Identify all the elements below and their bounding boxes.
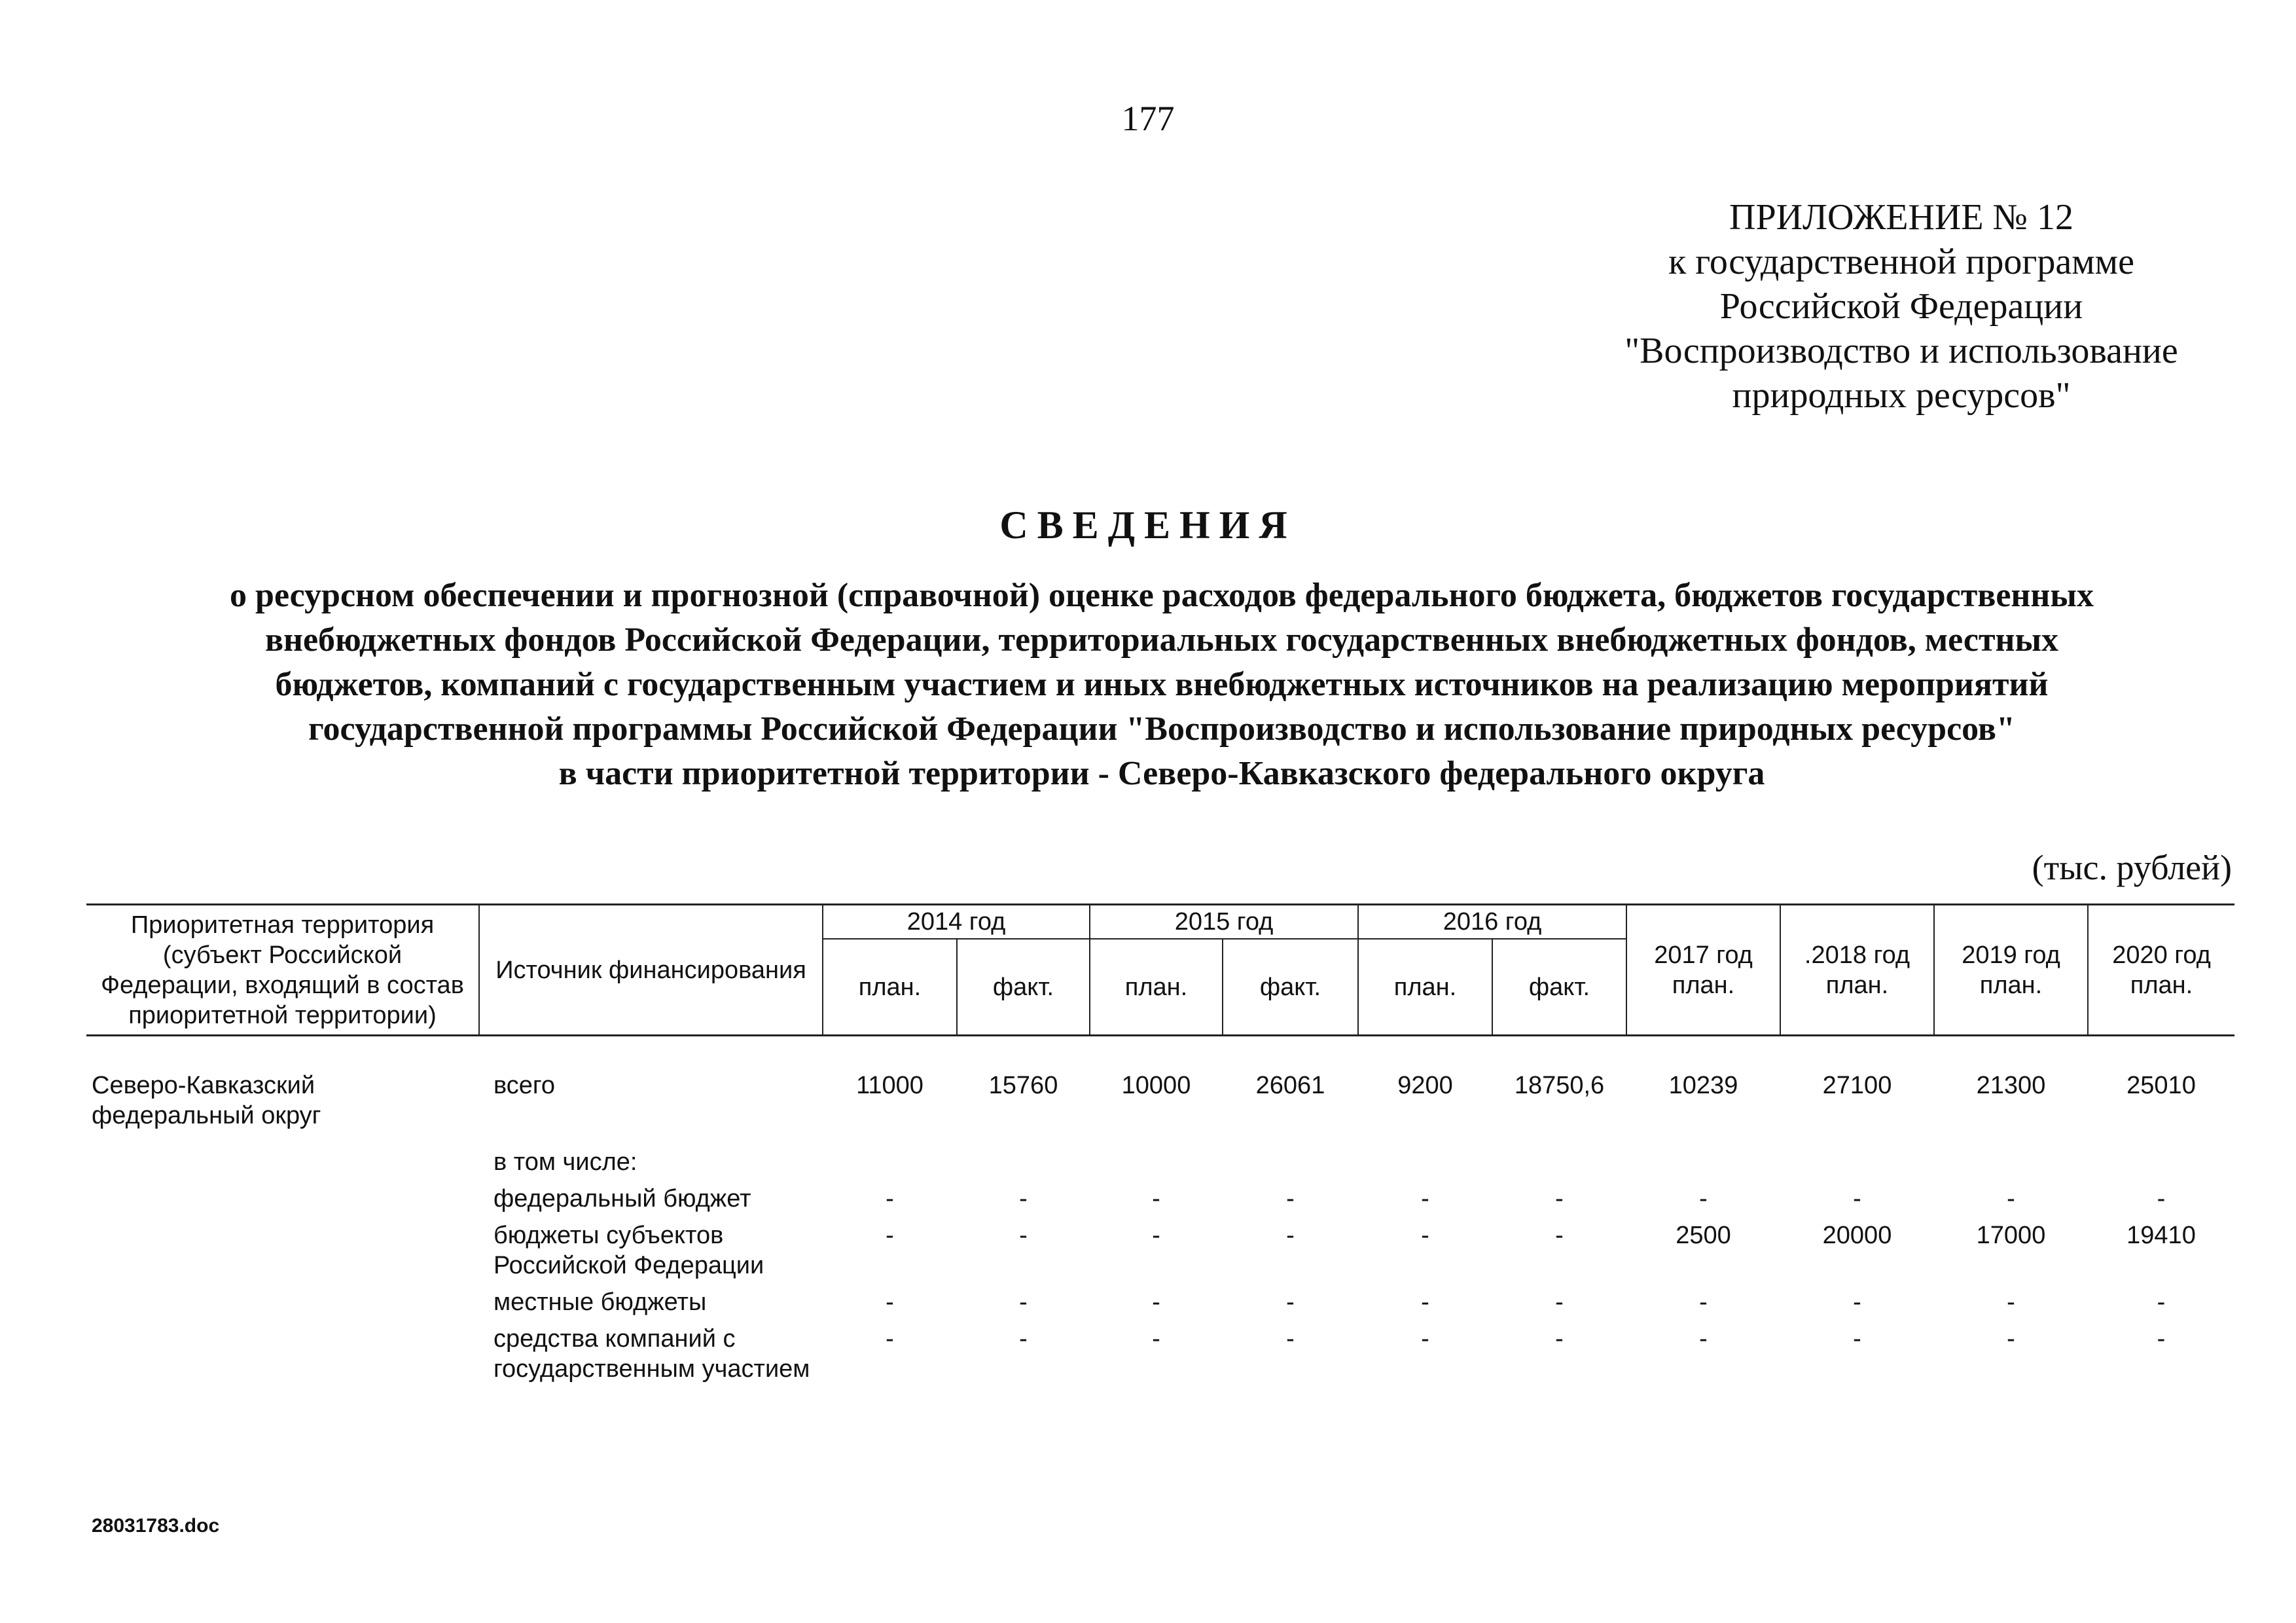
appendix-block [1590,195,2212,418]
value-cell: - [886,1324,894,1353]
value-cell [1626,1140,1780,1177]
value-cell [957,1140,1090,1177]
appendix-line: "Воспроизводство и использование [1624,331,2178,371]
value-cell: - [1555,1288,1564,1316]
value-cell: - [2157,1288,2166,1316]
appendix-line: ПРИЛОЖЕНИЕ № 12 [1729,197,2073,238]
footer-doc-id: 28031783.doc [92,1515,220,1537]
value-cell [1358,1140,1492,1177]
value-cell: - [1152,1324,1160,1353]
header-year-2015: 2015 год [1090,905,1358,939]
header-plan: план. [1090,939,1223,1036]
source-cell [479,1317,823,1384]
subtitle-line: бюджетов, компаний с государственным участием и иных внебюджетных источников на реализацию мероприятий [275,666,2049,703]
value-cell [823,1140,957,1177]
header-year-2020 [2088,905,2234,1036]
source-line: бюджеты субъектов [493,1221,724,1249]
header-fact: факт. [1492,939,1626,1036]
value-cell: - [1286,1184,1295,1213]
header-row [86,905,2234,939]
header-territory-line: приоритетной территории) [128,1001,437,1029]
subtitle-line: о ресурсном обеспечении и прогнозной (справочной) оценке расходов федерального бюджета, бюджетов государственных [230,577,2094,614]
value-cell: - [1699,1288,1708,1316]
source-cell: всего [493,1072,556,1099]
header-year-2014: 2014 год [823,905,1090,939]
header-year-label: 2019 год [1962,941,2060,969]
resource-table [86,903,2234,1384]
header-year-label: .2018 год [1804,941,1910,969]
appendix-line: природных ресурсов" [1732,375,2071,416]
table-row [86,1036,2234,1140]
value-cell [1223,1140,1358,1177]
value-cell: - [1555,1221,1564,1249]
value-cell: 27100 [1822,1072,1892,1099]
region-cell [86,1036,479,1140]
value-cell: - [1286,1221,1295,1249]
value-cell: - [1853,1184,1861,1213]
header-source: Источник финансирования [479,905,823,1036]
document-subtitle [98,574,2225,796]
source-line: Российской Федерации [493,1251,764,1279]
source-cell: федеральный бюджет [493,1184,751,1213]
value-cell: - [2007,1184,2015,1213]
header-territory [86,905,479,1036]
value-cell: 10000 [1121,1072,1191,1099]
subtitle-line: в части приоритетной территории - Северо-Кавказского федерального округа [558,755,1765,792]
value-cell: - [886,1288,894,1316]
table-row [86,1281,2234,1317]
value-cell: - [1555,1184,1564,1213]
value-cell: - [1286,1324,1295,1353]
value-cell: 17000 [1976,1221,2046,1249]
units-label: (тыс. рублей) [2032,848,2232,887]
value-cell: - [2007,1288,2015,1316]
header-year-label: 2017 год [1654,941,1753,969]
value-cell: 18750,6 [1514,1072,1605,1099]
table-row [86,1317,2234,1384]
value-cell: - [2157,1184,2166,1213]
value-cell: 9200 [1397,1072,1453,1099]
value-cell: - [1152,1288,1160,1316]
value-cell: - [1152,1184,1160,1213]
value-cell: - [1699,1184,1708,1213]
value-cell: - [1421,1288,1429,1316]
header-plan: план. [823,939,957,1036]
subtitle-line: внебюджетных фондов Российской Федерации, территориальных государственных внебюджетных фондов, местных [264,621,2059,659]
table-row [86,1140,2234,1177]
value-cell: - [1853,1288,1861,1316]
value-cell: 15760 [988,1072,1058,1099]
source-cell: местные бюджеты [493,1288,707,1316]
value-cell: - [1019,1184,1028,1213]
header-fact: факт. [1223,939,1358,1036]
appendix-line: Российской Федерации [1719,286,2083,327]
value-cell: 20000 [1822,1221,1892,1249]
region-line: федеральный округ [92,1102,321,1129]
value-cell [1934,1140,2088,1177]
value-cell: - [2007,1324,2015,1353]
subtitle-line: государственной программы Российской Федерации "Воспроизводство и использование природных ресурсов" [308,710,2015,748]
value-cell: - [1421,1324,1429,1353]
region-line: Северо-Кавказский [92,1072,315,1099]
header-plan: план. [1358,939,1492,1036]
table-row [86,1177,2234,1214]
value-cell: - [886,1184,894,1213]
header-plan-label: план. [1979,971,2043,999]
value-cell: 26061 [1255,1072,1325,1099]
value-cell: 10239 [1668,1072,1738,1099]
value-cell: 19410 [2126,1221,2196,1249]
value-cell: - [1019,1288,1028,1316]
header-year-2018 [1780,905,1934,1036]
appendix-line: к государственной программе [1668,242,2134,282]
header-plan-label: план. [2130,971,2193,999]
source-line: государственным участием [493,1355,810,1383]
header-year-2016: 2016 год [1358,905,1626,939]
value-cell [1492,1140,1626,1177]
header-year-2017 [1626,905,1780,1036]
value-cell: - [1421,1221,1429,1249]
value-cell: 21300 [1976,1072,2046,1099]
value-cell: - [1152,1221,1160,1249]
document-heading: СВЕДЕНИЯ [999,503,1297,547]
page-number: 177 [1121,99,1175,138]
table-row [86,1214,2234,1281]
value-cell: - [1286,1288,1295,1316]
header-plan-label: план. [1672,971,1735,999]
value-cell: - [1699,1324,1708,1353]
header-fact: факт. [957,939,1090,1036]
value-cell: - [1421,1184,1429,1213]
value-cell: 25010 [2126,1072,2196,1099]
header-territory-line: Приоритетная территория [130,911,435,939]
header-plan-label: план. [1825,971,1889,999]
header-year-2019 [1934,905,2088,1036]
value-cell: - [1019,1324,1028,1353]
value-cell [1090,1140,1223,1177]
source-cell [479,1214,823,1281]
value-cell: 11000 [856,1072,924,1099]
header-territory-line: (субъект Российской [162,941,403,969]
header-year-label: 2020 год [2112,941,2211,969]
header-territory-line: Федерации, входящий в состав [101,971,464,999]
source-line: средства компаний с [493,1324,736,1353]
value-cell: - [1853,1324,1861,1353]
value-cell [2088,1140,2234,1177]
source-cell: в том числе: [493,1148,637,1176]
value-cell: - [1555,1324,1564,1353]
value-cell: - [2157,1324,2166,1353]
value-cell: - [1019,1221,1028,1249]
value-cell [1780,1140,1934,1177]
value-cell: - [886,1221,894,1249]
value-cell: 2500 [1676,1221,1731,1249]
